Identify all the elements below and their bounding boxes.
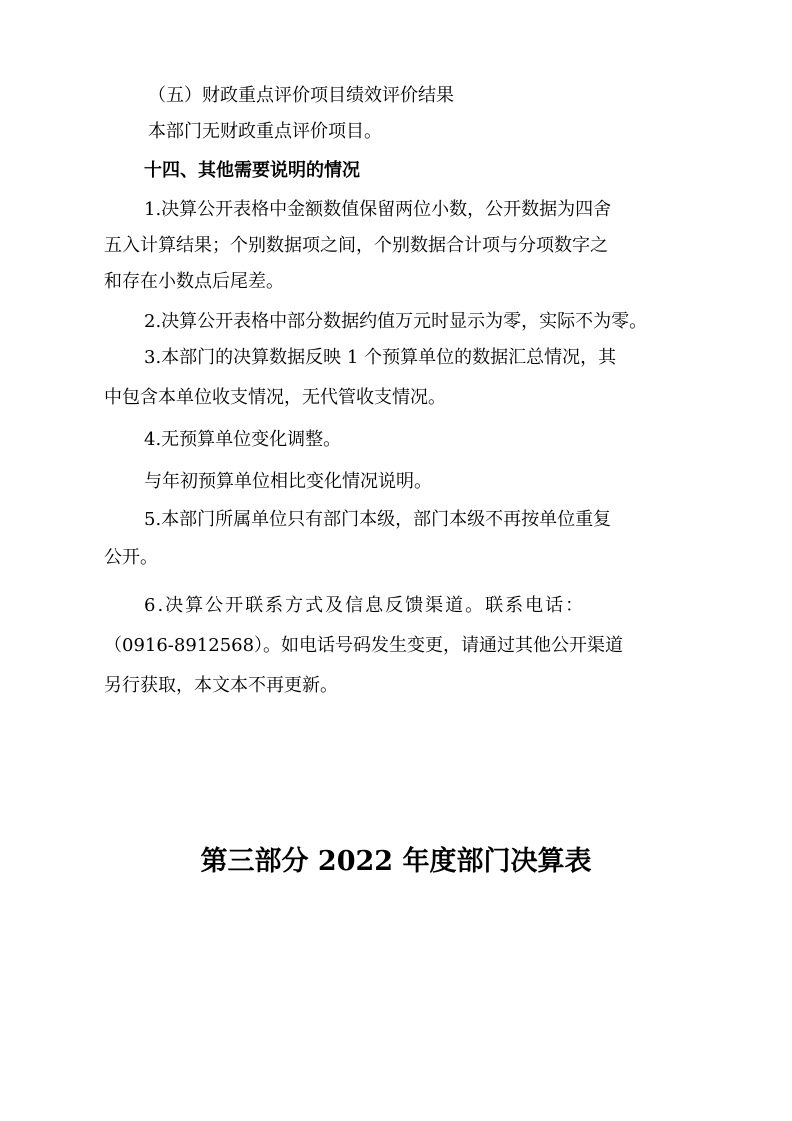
item-5-line-1: 5.本部门所属单位只有部门本级，部门本级不再按单位重复 — [144, 509, 612, 530]
part-three-title: 第三部分 2022 年度部门决算表 — [200, 846, 592, 877]
item-6-line-2: （0916-8912568）。如电话号码发生变更，请通过其他公开渠道 — [104, 635, 624, 656]
section-14-heading: 十四、其他需要说明的情况 — [144, 160, 360, 181]
item-4-line-2: 与年初预算单位相比变化情况说明。 — [144, 471, 432, 492]
item-2-line-1: 2.决算公开表格中部分数据约值万元时显示为零，实际不为零。 — [144, 311, 648, 332]
item-6-line-3: 另行获取，本文本不再更新。 — [104, 675, 338, 696]
item-1-line-2: 五入计算结果；个别数据项之间，个别数据合计项与分项数字之 — [104, 235, 608, 256]
item-1-line-3: 和存在小数点后尾差。 — [104, 271, 284, 292]
item-1-line-1: 1.决算公开表格中金额数值保留两位小数，公开数据为四舍 — [144, 199, 612, 220]
item-4-line-1: 4.无预算单位变化调整。 — [144, 429, 342, 450]
item-6-line-1: 6.决算公开联系方式及信息反馈渠道。联系电话： — [144, 595, 586, 616]
item-3-line-1: 3.本部门的决算数据反映 1 个预算单位的数据汇总情况，其 — [144, 347, 617, 368]
section-5-body: 本部门无财政重点评价项目。 — [148, 121, 382, 142]
section-5-heading: （五）财政重点评价项目绩效评价结果 — [148, 85, 454, 106]
item-3-line-2: 中包含本单位收支情况，无代管收支情况。 — [104, 387, 446, 408]
item-5-line-2: 公开。 — [104, 547, 158, 568]
